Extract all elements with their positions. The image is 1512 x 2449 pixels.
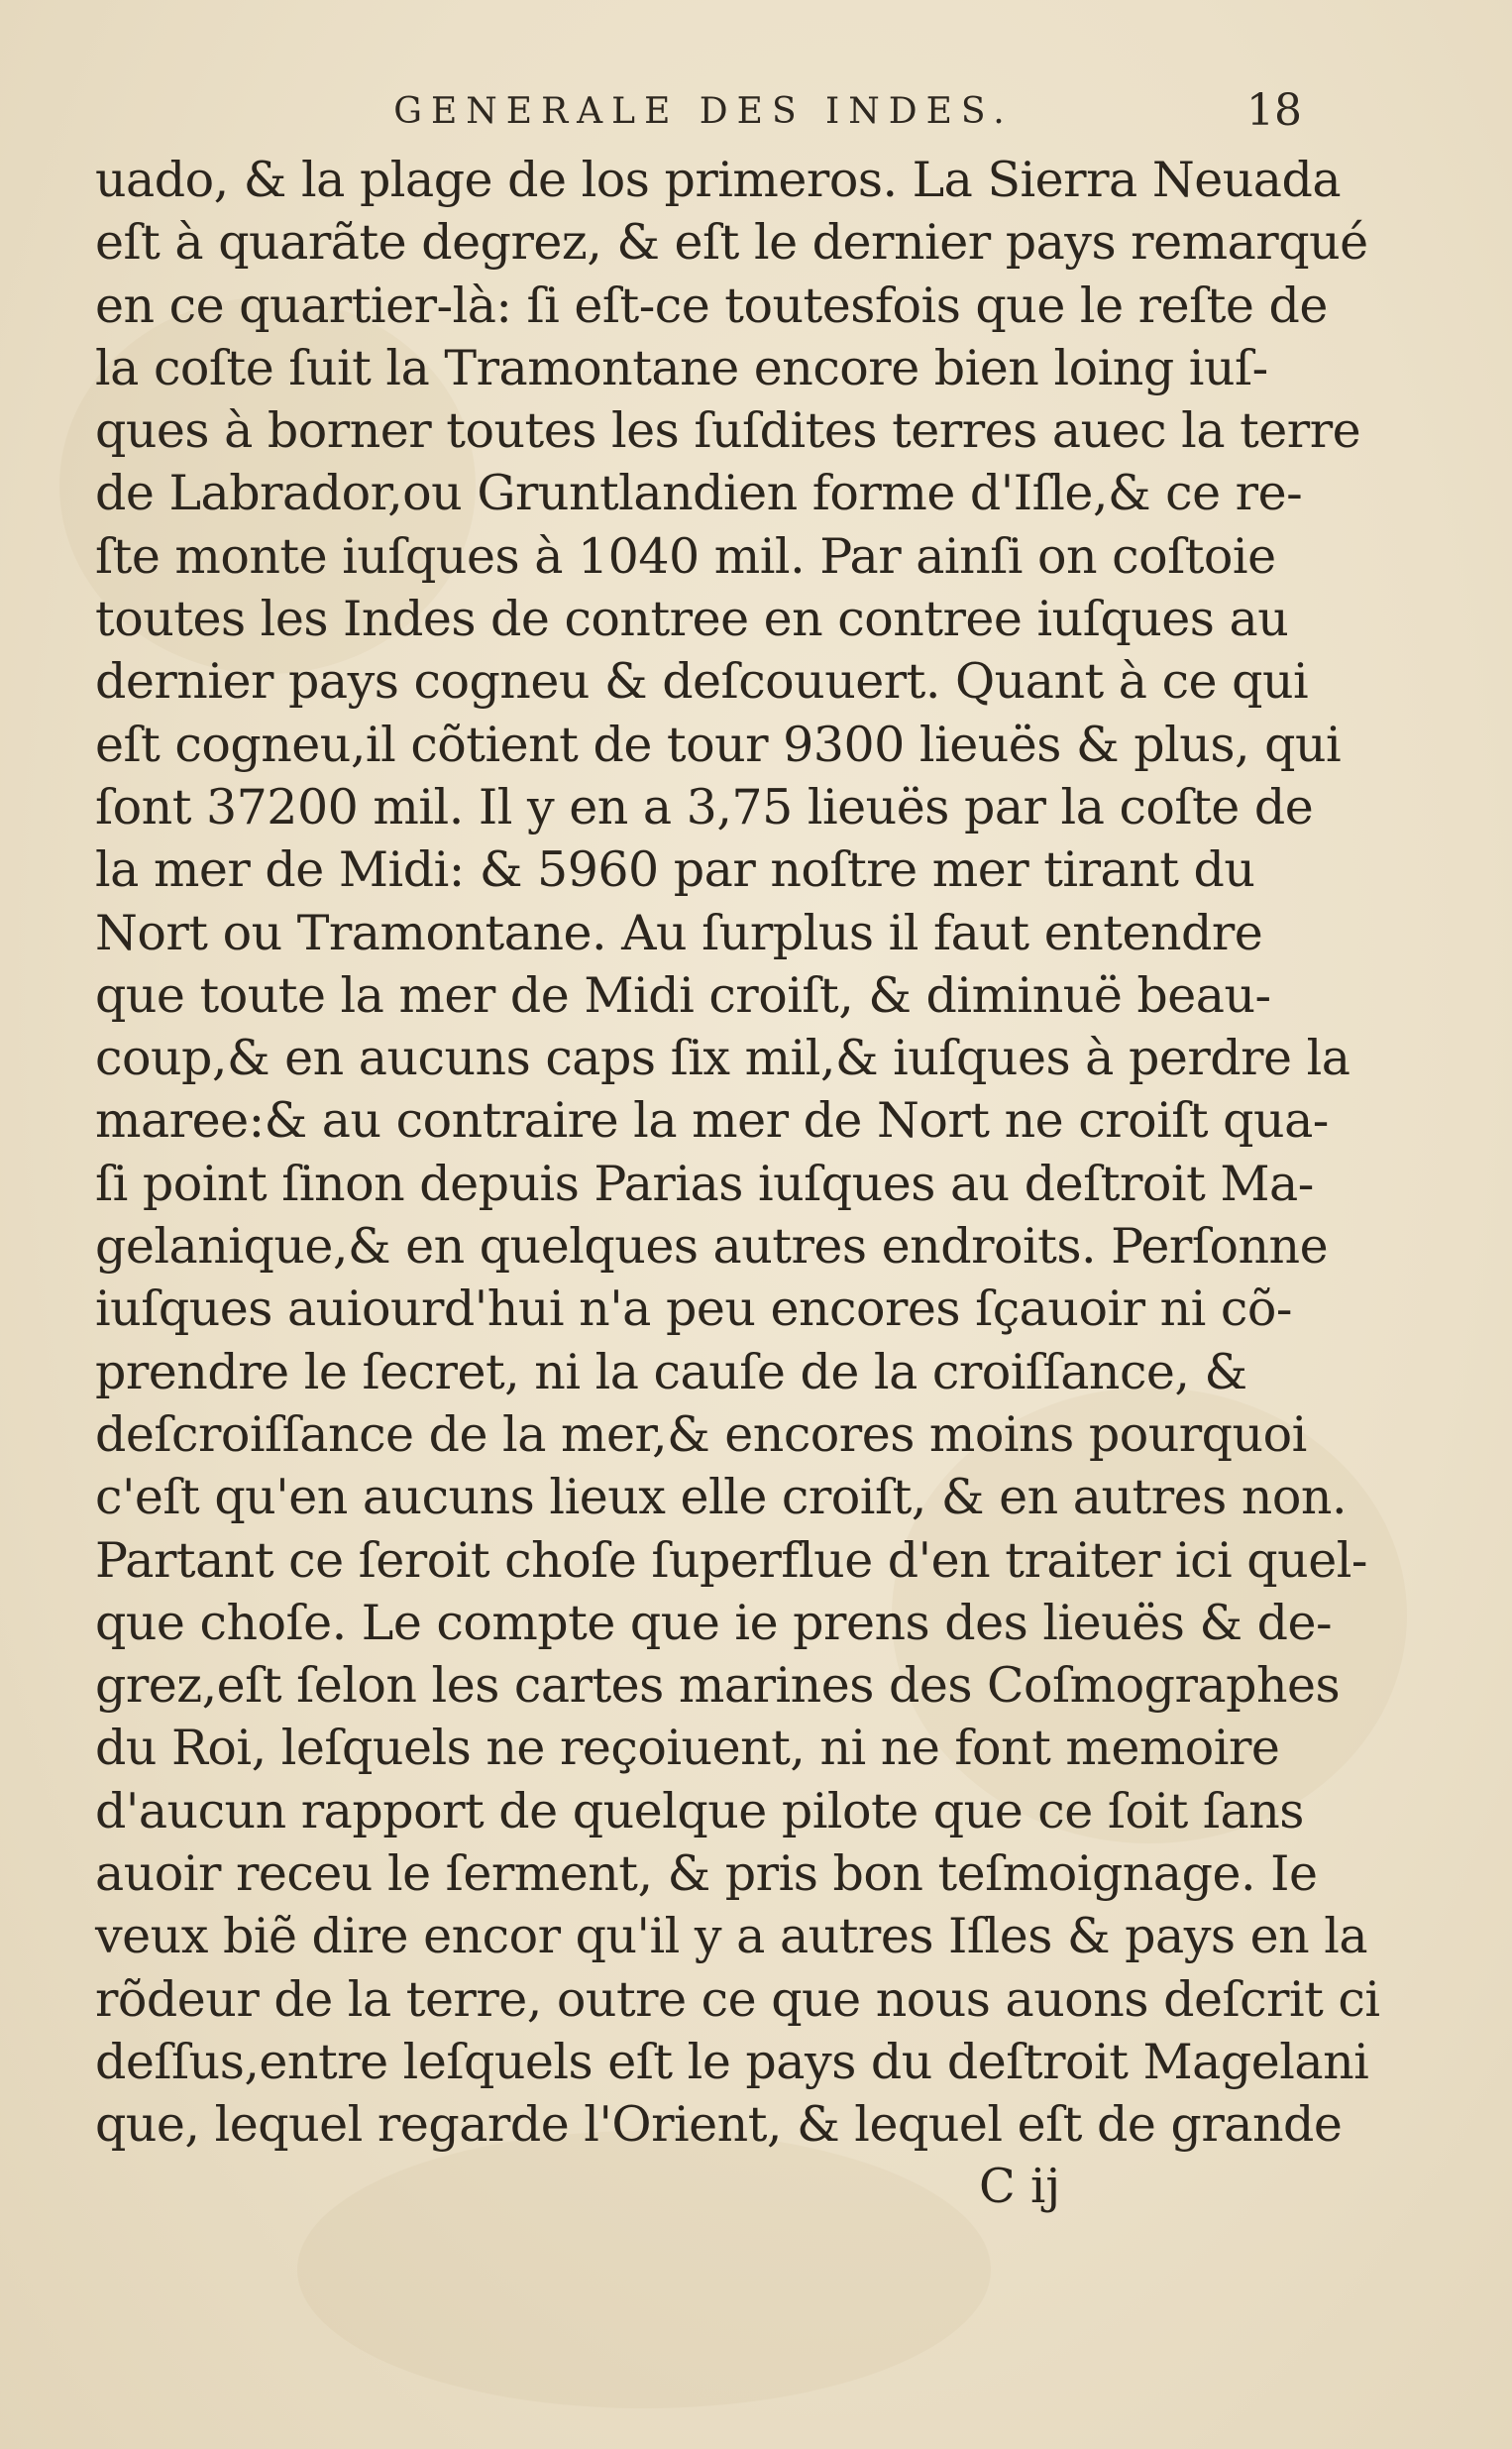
text-line: deſcroiſſance de la mer,& encores moins pourquoi bbox=[95, 1405, 1307, 1463]
text-line: c'eſt qu'en aucuns lieux elle croiſt, & en autres non. bbox=[95, 1469, 1348, 1526]
text-line: rõdeur de la terre, outre ce que nous auons deſcrit ci bbox=[95, 1970, 1380, 2028]
text-line: eſt à quarãte degrez, & eſt le dernier pays remarqué bbox=[95, 214, 1368, 272]
text-line: que toute la mer de Midi croiſt, & diminuë beau- bbox=[95, 966, 1271, 1024]
text-line: la coſte ſuit la Tramontane encore bien loing iuſ- bbox=[95, 339, 1268, 396]
text-line: Partant ce ſeroit choſe ſuperflue d'en traiter ici quel- bbox=[95, 1531, 1367, 1589]
running-head: GENERALE DES INDES. bbox=[393, 91, 1014, 132]
text-line: auoir receu le ſerment, & pris bon teſmoignage. Ie bbox=[95, 1845, 1318, 1903]
text-line: que choſe. Le compte que ie prens des lieuës & de- bbox=[95, 1594, 1333, 1651]
paper-stain bbox=[297, 2131, 991, 2408]
text-line: que, lequel regarde l'Orient, & lequel eſt de grande bbox=[95, 2096, 1343, 2154]
text-line: Nort ou Tramontane. Au ſurplus il faut entendre bbox=[95, 904, 1263, 961]
text-line: ſte monte iuſques à 1040 mil. Par ainſi on coſtoie bbox=[95, 527, 1276, 585]
text-line: uado, & la plage de los primeros. La Sierra Neuada bbox=[95, 152, 1342, 208]
text-line: coup,& en aucuns caps ſix mil,& iuſques à perdre la bbox=[95, 1030, 1350, 1087]
text-line: veux biẽ dire encor qu'il y a autres Iſles & pays en la bbox=[95, 1908, 1368, 1965]
text-line: prendre le ſecret, ni la cauſe de la croiſſance, & bbox=[95, 1343, 1247, 1400]
page-number: 18 bbox=[1246, 85, 1302, 136]
text-line: deſſus,entre leſquels eſt le pays du deſtroit Magelani bbox=[95, 2033, 1369, 2090]
text-line: dernier pays cogneu & deſcouuert. Quant à ce qui bbox=[95, 653, 1309, 711]
text-line: iuſques auiourd'hui n'a peu encores ſçauoir ni cõ- bbox=[95, 1280, 1292, 1338]
text-line: grez,eſt ſelon les cartes marines des Coſmographes bbox=[95, 1657, 1341, 1715]
text-line: toutes les Indes de contree en contree iuſques au bbox=[95, 591, 1289, 648]
text-line: d'aucun rapport de quelque pilote que ce ſoit ſans bbox=[95, 1782, 1304, 1839]
text-line: ſi point ſinon depuis Parias iuſques au deſtroit Ma- bbox=[95, 1155, 1314, 1212]
text-line: eſt cogneu,il cõtient de tour 9300 lieuës & plus, qui bbox=[95, 716, 1342, 773]
text-line: la mer de Midi: & 5960 par noſtre mer tirant du bbox=[95, 841, 1255, 899]
text-line: de Labrador,ou Gruntlandien forme d'Iſle,& ce re- bbox=[95, 465, 1303, 522]
text-line: ſont 37200 mil. Il y en a 3,75 lieuës par la coſte de bbox=[95, 778, 1314, 835]
text-line: ques à borner toutes les ſuſdites terres auec la terre bbox=[95, 402, 1361, 460]
text-line: gelanique,& en quelques autres endroits. Perſonne bbox=[95, 1218, 1329, 1276]
body-text bbox=[95, 149, 1380, 2157]
text-line: maree:& au contraire la mer de Nort ne croiſt qua- bbox=[95, 1092, 1329, 1150]
signature-mark: C ij bbox=[979, 2159, 1061, 2214]
text-line: du Roi, leſquels ne reçoiuent, ni ne font memoire bbox=[95, 1720, 1280, 1777]
text-line: en ce quartier-là: ſi eſt-ce toutesfois que le reſte de bbox=[95, 277, 1328, 334]
